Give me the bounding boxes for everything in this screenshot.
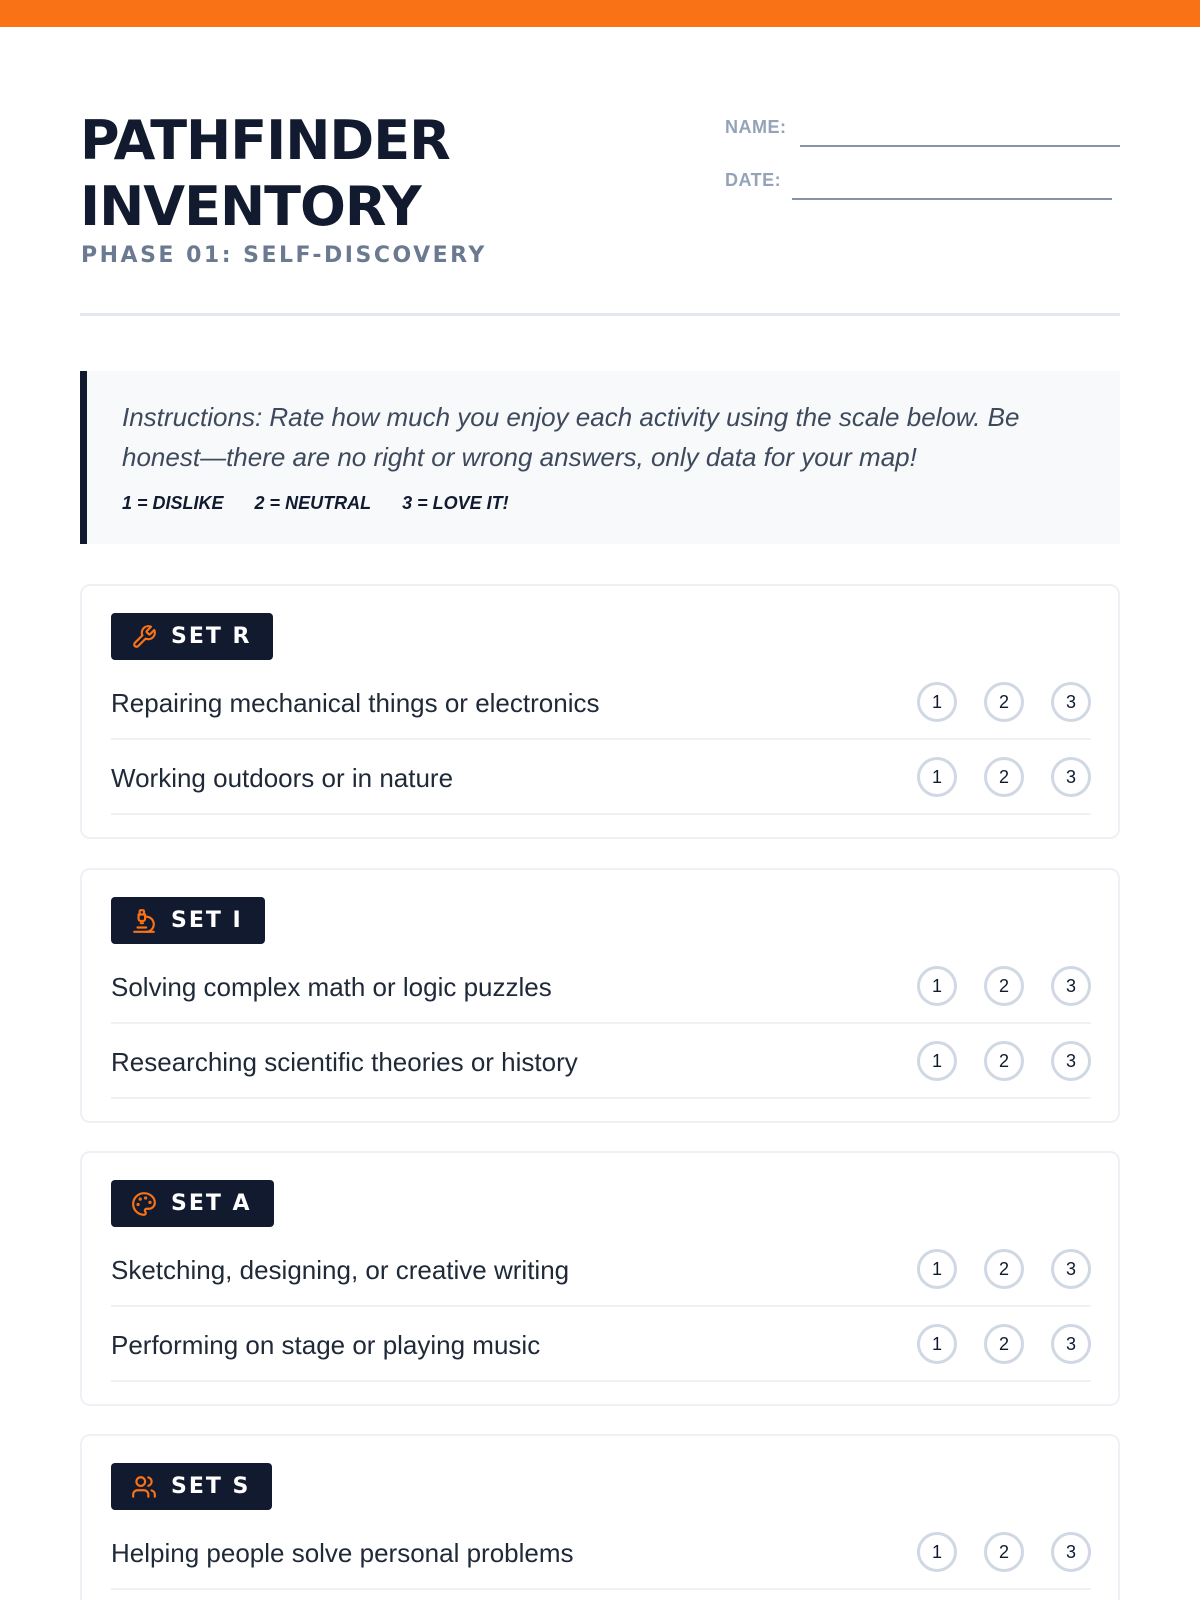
set-label: SET I [171, 908, 243, 933]
date-label: DATE: [725, 170, 782, 190]
activity-text: Performing on stage or playing music [111, 1330, 541, 1360]
set-card-a [80, 1151, 1120, 1406]
set-card-r [80, 584, 1120, 839]
activity-text: Sketching, designing, or creative writing [111, 1255, 570, 1285]
set-badge [111, 1463, 272, 1510]
set-badge [111, 1180, 274, 1227]
scale-neutral: 2 = NEUTRAL [254, 493, 372, 513]
users-icon [131, 1474, 157, 1500]
page-subtitle: PHASE 01: SELF-DISCOVERY [81, 243, 487, 268]
set-label: SET A [171, 1191, 252, 1216]
palette-icon [131, 1191, 157, 1217]
activity-text: Researching scientific theories or history [111, 1047, 578, 1077]
list-item [111, 950, 1091, 1024]
list-item [111, 1233, 1091, 1307]
instructions-box [80, 371, 1120, 544]
set-card-s [80, 1434, 1120, 1600]
rating-option-3[interactable]: 3 [1051, 966, 1091, 1006]
rating-option-3[interactable]: 3 [1051, 682, 1091, 722]
activity-text: Repairing mechanical things or electronics [111, 688, 600, 718]
set-badge [111, 897, 265, 944]
rating-options [890, 1532, 1091, 1572]
rating-option-2[interactable]: 2 [984, 966, 1024, 1006]
rating-option-1[interactable]: 1 [917, 1532, 957, 1572]
rating-options [890, 757, 1091, 797]
rating-option-2[interactable]: 2 [984, 1249, 1024, 1289]
set-badge [111, 613, 273, 660]
rating-options [890, 682, 1091, 722]
rating-option-1[interactable]: 1 [917, 757, 957, 797]
rating-option-3[interactable]: 3 [1051, 1532, 1091, 1572]
list-item [111, 1308, 1091, 1382]
rating-option-3[interactable]: 3 [1051, 757, 1091, 797]
rating-options [890, 1324, 1091, 1364]
wrench-icon [131, 624, 157, 650]
activity-text: Working outdoors or in nature [111, 763, 454, 793]
activity-text: Helping people solve personal problems [111, 1538, 574, 1568]
name-field[interactable] [800, 145, 1120, 147]
rating-option-1[interactable]: 1 [917, 682, 957, 722]
list-item [111, 1516, 1091, 1590]
page-title [80, 108, 450, 240]
list-item [111, 741, 1091, 815]
rating-option-3[interactable]: 3 [1051, 1249, 1091, 1289]
rating-options [890, 966, 1091, 1006]
rating-option-2[interactable]: 2 [984, 1041, 1024, 1081]
rating-option-1[interactable]: 1 [917, 1324, 957, 1364]
rating-option-1[interactable]: 1 [917, 966, 957, 1006]
set-card-i [80, 868, 1120, 1123]
header-divider [80, 313, 1120, 316]
microscope-icon [131, 908, 157, 934]
set-label: SET R [171, 624, 252, 649]
top-accent-bar [0, 0, 1200, 27]
scale-love: 3 = LOVE IT! [402, 493, 509, 513]
activity-text: Solving complex math or logic puzzles [111, 972, 552, 1002]
rating-option-2[interactable]: 2 [984, 682, 1024, 722]
rating-option-3[interactable]: 3 [1051, 1041, 1091, 1081]
set-label: SET S [171, 1474, 251, 1499]
rating-options [890, 1249, 1091, 1289]
rating-option-1[interactable]: 1 [917, 1041, 957, 1081]
title-line-1: PATHFINDER [80, 109, 450, 172]
rating-scale-legend [122, 493, 535, 514]
rating-option-2[interactable]: 2 [984, 757, 1024, 797]
rating-option-3[interactable]: 3 [1051, 1324, 1091, 1364]
scale-dislike: 1 = DISLIKE [122, 493, 224, 513]
list-item [111, 1025, 1091, 1099]
list-item [111, 666, 1091, 740]
rating-option-2[interactable]: 2 [984, 1324, 1024, 1364]
rating-options [890, 1041, 1091, 1081]
title-line-2: INVENTORY [80, 175, 421, 238]
name-label: NAME: [725, 117, 787, 137]
rating-option-1[interactable]: 1 [917, 1249, 957, 1289]
date-field[interactable] [792, 198, 1112, 200]
rating-option-2[interactable]: 2 [984, 1532, 1024, 1572]
instructions-text: Instructions: Rate how much you enjoy each activity using the scale below. Be honest—there are no right or wrong answers, only data for your map! [122, 402, 1020, 472]
